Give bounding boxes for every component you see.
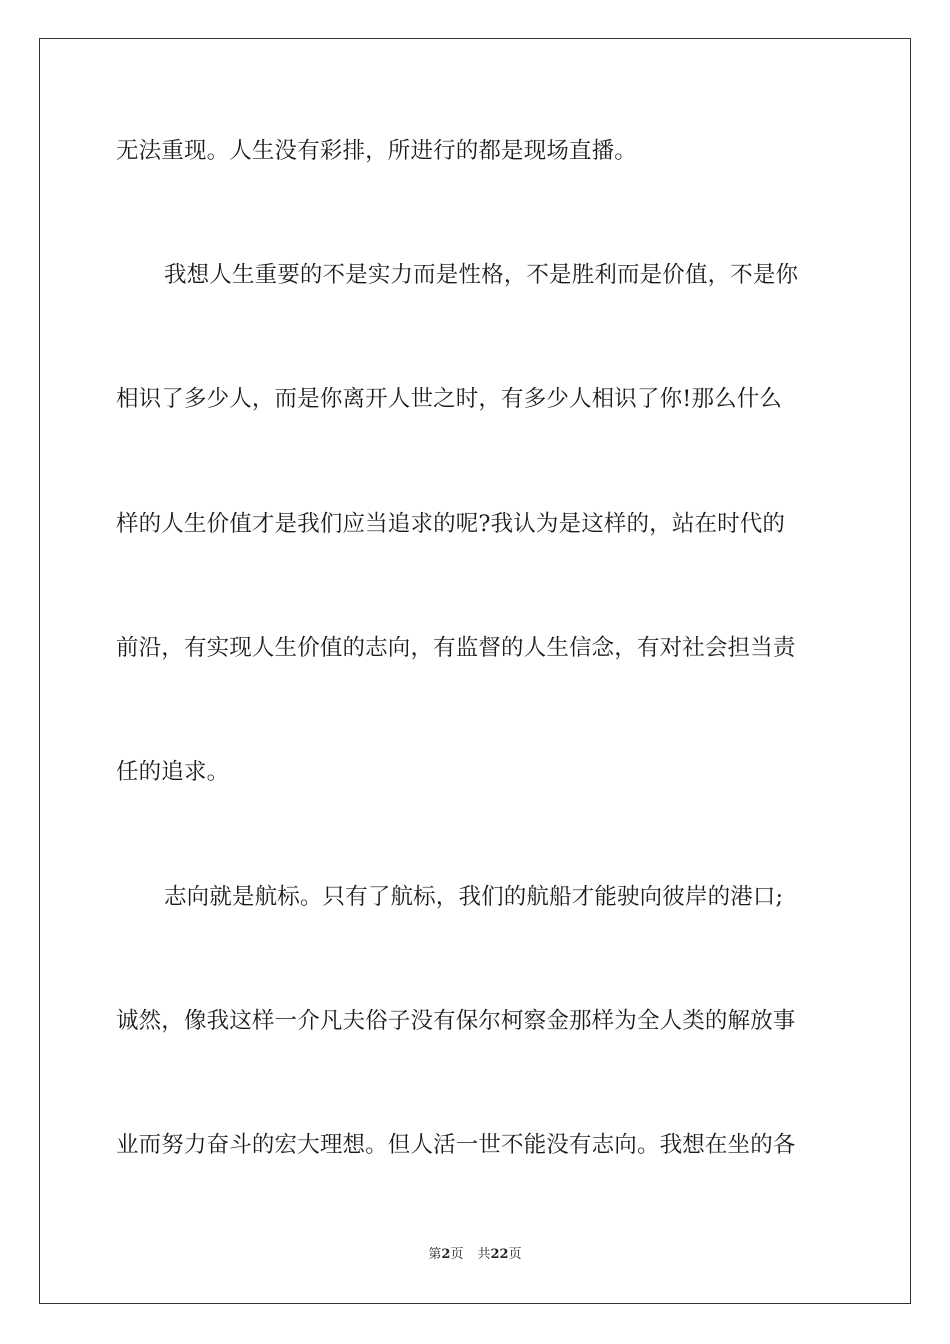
body-text-line-7: 志向就是航标。只有了航标，我们的航船才能驶向彼岸的港口; xyxy=(164,884,784,910)
body-text-line-2: 我想人生重要的不是实力而是性格，不是胜利而是价值，不是你 xyxy=(164,262,799,288)
body-text-line-1: 无法重现。人生没有彩排，所进行的都是现场直播。 xyxy=(116,138,637,164)
footer-total-prefix: 共 xyxy=(477,1247,491,1262)
body-text-line-6: 任的追求。 xyxy=(116,759,230,785)
body-text-line-9: 业而努力奋斗的宏大理想。但人活一世不能没有志向。我想在坐的各 xyxy=(116,1132,796,1158)
footer-page-number: 2 xyxy=(441,1247,451,1262)
body-text-line-8: 诚然，像我这样一介凡夫俗子没有保尔柯察金那样为全人类的解放事 xyxy=(116,1008,796,1034)
body-text-line-5: 前沿，有实现人生价值的志向，有监督的人生信念，有对社会担当责 xyxy=(116,635,796,661)
body-text-line-4: 样的人生价值才是我们应当追求的呢?我认为是这样的，站在时代的 xyxy=(116,511,786,537)
footer-page-suffix: 页 xyxy=(450,1247,464,1262)
footer-page-prefix: 第 xyxy=(428,1247,442,1262)
page-footer xyxy=(0,1246,950,1264)
footer-total-pages: 22 xyxy=(490,1247,509,1262)
footer-total-suffix: 页 xyxy=(508,1247,522,1262)
body-text-line-3: 相识了多少人，而是你离开人世之时，有多少人相识了你!那么什么 xyxy=(116,386,783,412)
page-border xyxy=(39,38,911,1304)
